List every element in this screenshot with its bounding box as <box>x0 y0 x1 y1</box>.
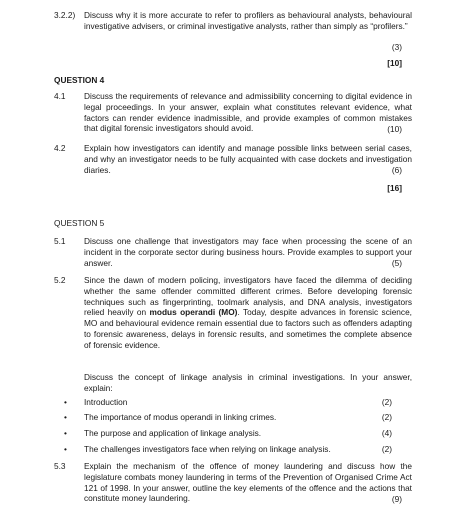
marks-4-2: (6) <box>391 165 402 175</box>
item-text-5-3: Explain the mechanism of the offence of money laundering and discuss how the legislature combats money laundering in terms of the Prevention of Organised Crime Act 121 of 1998. In your answer, outline the key elements of the offence and the actions that constitute money laundering. <box>84 461 412 504</box>
bullet-icon: • <box>64 412 67 422</box>
marks-5-3: (9) <box>391 494 402 504</box>
question-3-total: [10] <box>387 58 402 68</box>
item-text-3-2-2: Discuss why it is more accurate to refer to profilers as behavioural analysts, behavioural investigative advisers, or criminal investigative analysts, rather than simply as “profilers.” <box>84 10 412 31</box>
marks-4-1: (10) <box>387 124 402 134</box>
bullet-marks-2: (2) <box>381 412 392 422</box>
item-text-4-2: Explain how investigators can identify and manage possible links between serial cases, and why an investigator needs to be fully acquainted with case dockets and investigation diaries. <box>84 143 412 175</box>
marks-3-2-2: (3) <box>391 42 402 52</box>
question-4-heading: QUESTION 4 <box>54 75 105 85</box>
item-text-5-2-part-1: Since the dawn of modern policing, investigators have faced the dilemma of deciding whether the same offender committed different crimes. Before developing forensic techniques such as fingerprinting, toolmark analysis, and DNA analysis, investigators relied heavily on <box>84 275 412 318</box>
bullet-marks-1: (2) <box>381 397 392 407</box>
bullet-icon: • <box>64 444 67 454</box>
bullet-text-4: The challenges investigators face when relying on linkage analysis. <box>84 444 331 454</box>
bullet-icon: • <box>64 428 67 438</box>
item-text-5-2-bold: modus operandi (MO) <box>149 307 238 318</box>
item-number-4-1: 4.1 <box>54 91 66 101</box>
bullet-marks-4: (2) <box>381 444 392 454</box>
bullet-text-1: Introduction <box>84 397 128 407</box>
item-text-5-1: Discuss one challenge that investigators may face when processing the scene of an incident in the corporate sector during business hours. Provide examples to support your answer. <box>84 236 412 268</box>
marks-5-1: (5) <box>391 258 402 268</box>
question-4-total: [16] <box>387 183 402 193</box>
item-text-4-1: Discuss the requirements of relevance and admissibility concerning to digital evidence in legal proceedings. In your answer, explain what constitutes relevant evidence, what factors can render evidence inadmissible, and provide examples of common mistakes that digital forensic investigators should avoid. <box>84 91 412 134</box>
item-number-4-2: 4.2 <box>54 143 66 153</box>
bullet-icon: • <box>64 397 67 407</box>
item-instruction-5-2: Discuss the concept of linkage analysis in criminal investigations. In your answer, explain: <box>84 372 412 393</box>
item-text-5-2 <box>84 275 412 351</box>
bullet-text-3: The purpose and application of linkage analysis. <box>84 428 262 438</box>
item-number-5-2: 5.2 <box>54 275 66 285</box>
question-5-heading: QUESTION 5 <box>54 218 105 228</box>
bullet-marks-3: (4) <box>381 428 392 438</box>
item-number-3-2-2: 3.2.2) <box>54 10 76 20</box>
item-text-5-2-part-2: . Today, despite advances in forensic science, MO and behavioural evidence remain essential due to factors such as offenders adapting to forensic awareness, delays in forensic results, and sometimes the complete absence of forensic evidence. <box>84 307 412 350</box>
item-number-5-3: 5.3 <box>54 461 66 471</box>
item-number-5-1: 5.1 <box>54 236 66 246</box>
bullet-text-2: The importance of modus operandi in linking crimes. <box>84 412 277 422</box>
